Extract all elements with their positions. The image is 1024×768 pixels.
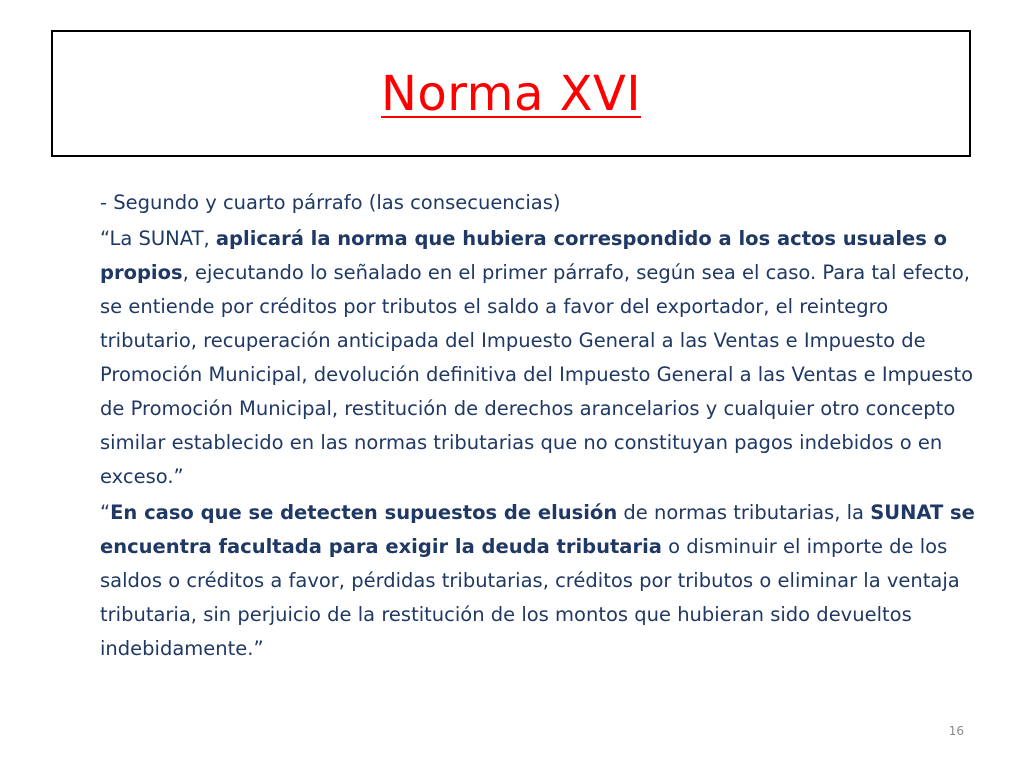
paragraph-2	[100, 496, 988, 666]
title-box	[51, 30, 971, 157]
paragraph-2-bold-2: SUNAT se encuentra facultada para exigir la deuda tributaria	[100, 501, 975, 558]
paragraph-2-text-3: o disminuir el importe de los saldos o créditos a favor, pérdidas tributarias, créditos por tributos o eliminar la ventaja tributaria, sin perjuicio de la restitución de los montos que hubieran sido devueltos indebidamente.”	[100, 535, 960, 660]
page-number: 16	[948, 724, 964, 738]
paragraph-2-text-2: de normas tributarias, la	[617, 501, 871, 524]
paragraph-1-bold: aplicará la norma que hubiera correspondido a los actos usuales o propios	[100, 227, 948, 284]
paragraph-2-text-1: “	[100, 501, 111, 524]
slide-title: Norma XVI	[381, 65, 641, 122]
subheading: - Segundo y cuarto párrafo (las consecuencias)	[100, 191, 561, 214]
paragraph-1	[100, 222, 988, 494]
paragraph-1-text-2: , ejecutando lo señalado en el primer párrafo, según sea el caso. Para tal efecto, se entiende por créditos por tributos el saldo a favor del exportador, el reintegro tributario, recuperación anticipada del Impuesto General a las Ventas e Impuesto de Promoción Municipal, devolución definitiva del Impuesto General a las Ventas e Impuesto de Promoción Municipal, restitución de derechos arancelarios y cualquier otro concepto similar establecido en las normas tributarias que no constituyan pagos indebidos o en exceso.”	[100, 261, 974, 488]
paragraph-2-bold-1: En caso que se detecten supuestos de elusión	[110, 501, 618, 524]
slide-body	[100, 186, 988, 668]
paragraph-1-text-1: “La SUNAT,	[100, 227, 216, 250]
